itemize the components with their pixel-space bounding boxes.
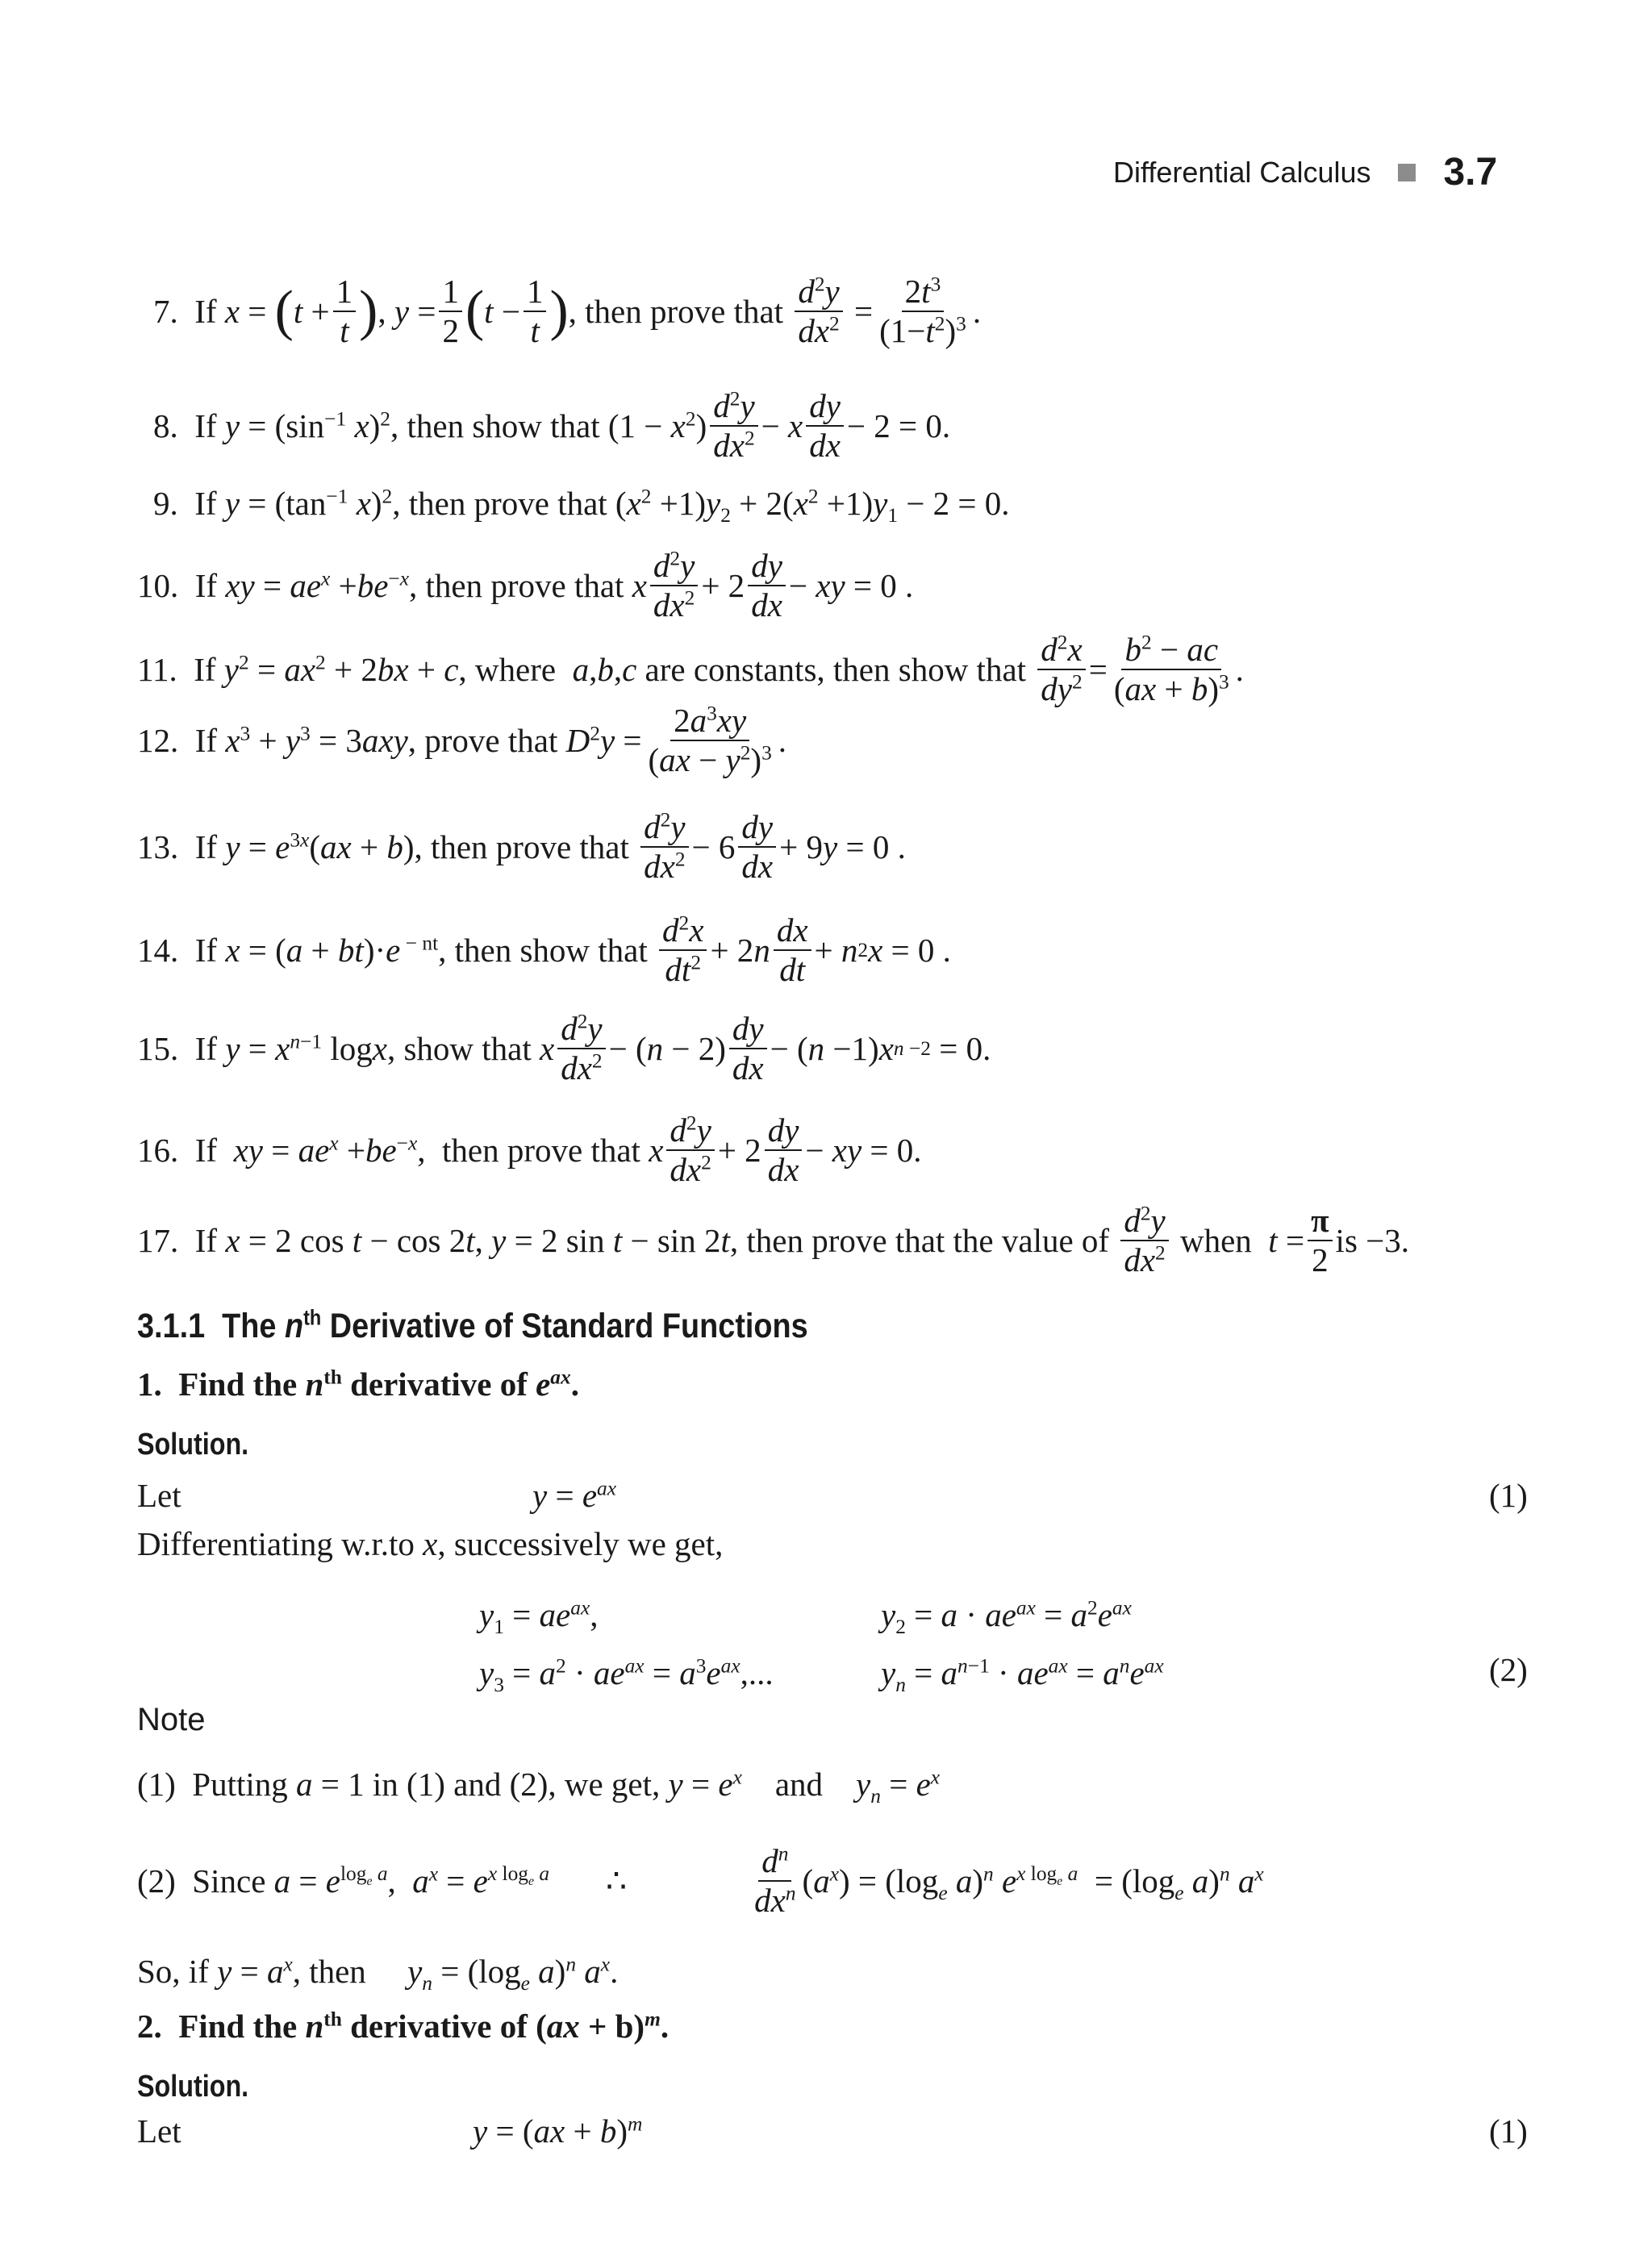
- problem-9: 9. If $y = (\tan^{-1}$ x)$^2$, then prove that $(x^2 +1)y_2 + 2(x^2 +1)y_1 - 2 = 0$.: [153, 485, 1010, 528]
- y1-eq: $y_1 = ae^{ax}$,: [479, 1596, 599, 1639]
- differentiating-text: Differentiating w.r.to x, successively we get,: [137, 1525, 724, 1562]
- yn-eq: $y_n = a^{n-1} \cdot ae^{ax} = a^ne^{ax}$: [881, 1654, 1164, 1697]
- problem-7-number: 7. If x =: [153, 293, 275, 331]
- problem-15: 15. If $y = x^{n-1}$ logx, show that x $\frac{d^2y}{dx^2}$ − ( n − 2) $\frac{dy}{dx}$ − ( n −1) x n −2 = 0.: [137, 1010, 991, 1087]
- header-square-icon: [1398, 164, 1416, 181]
- note-item-1: (1) Putting a = 1 in (1) and (2), we get, $y = e^x$ and $y_n = e^x$: [137, 1766, 941, 1808]
- section-heading: 3.1.1 The $n^{th}$ Derivative of Standard Functions: [137, 1305, 808, 1345]
- problem-8: 8. If $y = (\sin^{-1}$ x)$^2$, then show that $(1 - x^2)$ $\frac{d^2y}{dx^2}$ − x $\frac{dy}{dx}$ − 2 = 0.: [153, 387, 951, 465]
- running-header: [1113, 150, 1497, 194]
- let-label-2: Let: [137, 2112, 181, 2150]
- problem-17: 17. If x = 2 cos t − cos 2t, y = 2 sin t − sin 2t, then prove that the value of $\frac{d^2y}{dx^2}$ when t = $\frac{\pi}{2}$ is −3.: [137, 1202, 1410, 1279]
- example-2-question: 2. Find the $n^{th}$ derivative of (ax + b)$^m$.: [137, 2008, 670, 2045]
- note-conclusion: So, if $y = a^x$, then $y_n = (\log_e$ a)$^n$ $a^x$.: [137, 1953, 619, 1995]
- eq2-ref: (2): [1489, 1651, 1528, 1688]
- let-label-1: Let: [137, 1477, 181, 1514]
- problem-14: 14. If x = (a + bt)·e $^{- nt}$, then show that $\frac{d^2x}{dt^2}$ + 2 n $\frac{dx}{dt}$ + n 2 x = 0 .: [137, 911, 951, 989]
- example-1-eq1: $y = e^{ax}$: [532, 1477, 617, 1514]
- eq1-ref-2: (1): [1489, 2112, 1528, 2150]
- problem-11: 11. If $y^2 = ax^2 + 2bx + c$, where a,b,c are constants, then show that $\frac{d^2x}{dy^2}$ = $\frac{b^2 - ac}{(ax + b)^3}$ .: [137, 631, 1244, 708]
- eq1-ref: (1): [1489, 1477, 1528, 1514]
- problem-13: 13. If $y = e^{3x}(ax + b)$, then prove that $\frac{d^2y}{dx^2}$ − 6 $\frac{dy}{dx}$ + 9 y = 0 .: [137, 808, 906, 886]
- note-label: Note: [137, 1702, 206, 1737]
- example-2-eq1: y = (ax + b)$^m$: [473, 2112, 643, 2150]
- therefore-icon: ∴: [606, 1862, 628, 1900]
- chapter-title: Differential Calculus: [1113, 155, 1371, 189]
- y2-eq: $y_2 = a \cdot ae^{ax} = a^2e^{ax}$: [881, 1596, 1132, 1639]
- problem-16: 16. If xy = $ae^x +be^{-x}$, then prove that x $\frac{d^2y}{dx^2}$ + 2 $\frac{dy}{dx}$ − xy = 0.: [137, 1111, 922, 1189]
- page-number: 3.7: [1443, 151, 1498, 194]
- problem-12: 12. If $x^3 + y^3 = 3axy$, prove that $D^2y$ = $\frac{2a^3xy}{(ax - y^2)^3}$ .: [137, 702, 787, 779]
- solution-label-2: Solution.: [137, 2070, 249, 2104]
- y3-eq: $y_3 = a^2 \cdot ae^{ax} = a^3e^{ax}$,...: [479, 1654, 774, 1697]
- problem-7: 7. If x = ( t + $\frac{1}{t}$ ) , y = $\frac{1}{2}$ ( t − $\frac{1}{t}$ ) , then prove that $\frac{d^2y}{dx^2}$ = $\frac{2t^3}{(1-t^2)^3}$ .: [153, 273, 982, 350]
- example-1-question: 1. Find the $n^{th}$ derivative of $e^{ax}$.: [137, 1366, 579, 1403]
- solution-label-1: Solution.: [137, 1428, 249, 1462]
- problem-10: 10. If xy = $ae^x +be^{-x}$, then prove that x $\frac{d^2y}{dx^2}$ + 2 $\frac{dy}{dx}$ − xy = 0 .: [137, 547, 914, 624]
- note-item-2: (2) Since $a = e^{log_e a}$, $a^x = e^{x log_e a}$ ∴ $\frac{d^n}{dx^n}$ $(a^x) = (\log_e$ a)$^n$ $e^{x log_e a} = (\log_e$ a)$^n$ $a^x$: [137, 1842, 1264, 1920]
